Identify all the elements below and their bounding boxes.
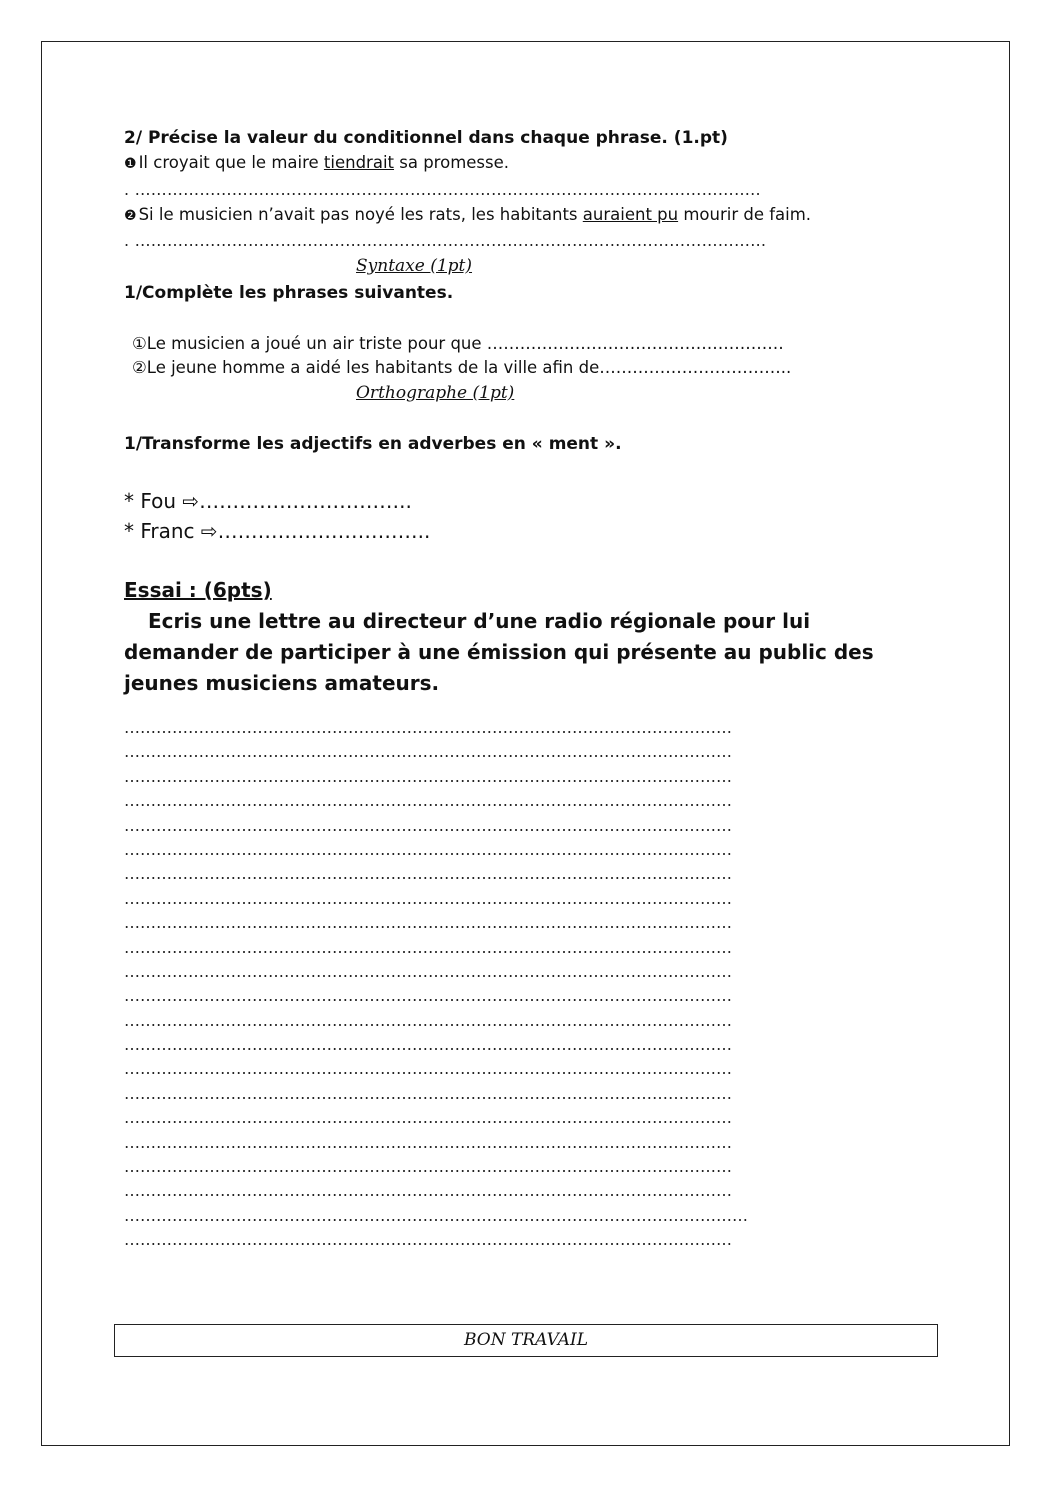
essai-answer-lines[interactable] [124,716,914,1253]
answer-line[interactable]: …………………………………………………………………………………………………… [124,1035,732,1055]
syntaxe-item-2[interactable]: ②Le jeune homme a aidé les habitants de la ville afin de…………………………….. [132,358,792,377]
orthographe-item-franc[interactable]: * Franc ⇨………………………….. [124,519,431,543]
item-marker: ❶ [124,156,137,172]
syntaxe-title: Syntaxe (1pt) [356,256,473,276]
orthographe-item-fou[interactable]: * Fou ⇨………………………….. [124,489,412,513]
answer-line[interactable]: …………………………………………………………………………………………………… [124,718,732,737]
essai-title: Essai : (6pts) [124,578,272,602]
answer-line[interactable]: …………………………………………………………………………………………………… [124,1230,732,1250]
answer-line[interactable]: …………………………………………………………………………………………………… [124,888,732,908]
orthographe-heading: 1/Transforme les adjectifs en adverbes en « ment ». [124,434,622,454]
syntaxe-heading: 1/Complète les phrases suivantes. [124,283,454,303]
footer-box [114,1324,938,1357]
answer-line[interactable]: …………………………………………………………………………………………………… [124,1083,732,1103]
answer-line[interactable]: …………………………………………………………………………………………………… [124,913,732,933]
answer-line[interactable]: …………………………………………………………………………………………………… [124,1059,732,1079]
essai-prompt: Ecris une lettre au directeur d’une radio régionale pour lui demander de participer à une émission qui présente au public des jeunes musiciens amateurs. [124,609,874,695]
answer-line[interactable]: …………………………………………………………………………………………………… [124,815,732,835]
answer-line[interactable]: ……………………………………………………………………………………………………… [124,1205,748,1225]
conditionnel-item-2: ❷ Si le musicien n’avait pas noyé les rats, les habitants auraient pu mourir de faim. [124,205,812,224]
underlined-verb: auraient pu [582,205,679,224]
answer-line[interactable]: …………………………………………………………………………………………………… [124,1132,732,1152]
answer-line[interactable]: …………………………………………………………………………………………………… [124,937,732,957]
answer-line[interactable]: …………………………………………………………………………………………………… [124,864,732,884]
underlined-verb: tiendrait [323,153,395,172]
answer-line[interactable]: . ……………………………………………………………………………………………………… [124,231,767,250]
answer-line[interactable]: …………………………………………………………………………………………………… [124,961,732,981]
answer-line[interactable]: …………………………………………………………………………………………………… [124,1181,732,1201]
answer-line[interactable]: …………………………………………………………………………………………………… [124,1157,732,1177]
footer-text: BON TRAVAIL [464,1330,588,1350]
answer-line[interactable]: …………………………………………………………………………………………………… [124,1010,732,1030]
answer-line[interactable]: …………………………………………………………………………………………………… [124,766,732,786]
item-marker: ❷ [124,208,137,224]
conditionnel-heading: 2/ Précise la valeur du conditionnel dans chaque phrase. (1.pt) [124,128,728,148]
answer-line[interactable]: …………………………………………………………………………………………………… [124,839,732,859]
answer-line[interactable]: . …………………………………………………………………………………………………….. [124,180,761,199]
answer-line[interactable]: …………………………………………………………………………………………………… [124,791,732,811]
answer-line[interactable]: …………………………………………………………………………………………………… [124,742,732,762]
conditionnel-item-1: ❶ Il croyait que le maire tiendrait sa promesse. [124,153,510,172]
orthographe-title: Orthographe (1pt) [356,383,515,403]
answer-line[interactable]: …………………………………………………………………………………………………… [124,986,732,1006]
syntaxe-item-1[interactable]: ①Le musicien a joué un air triste pour que ……………………………………………… [132,334,784,353]
answer-line[interactable]: …………………………………………………………………………………………………… [124,1108,732,1128]
